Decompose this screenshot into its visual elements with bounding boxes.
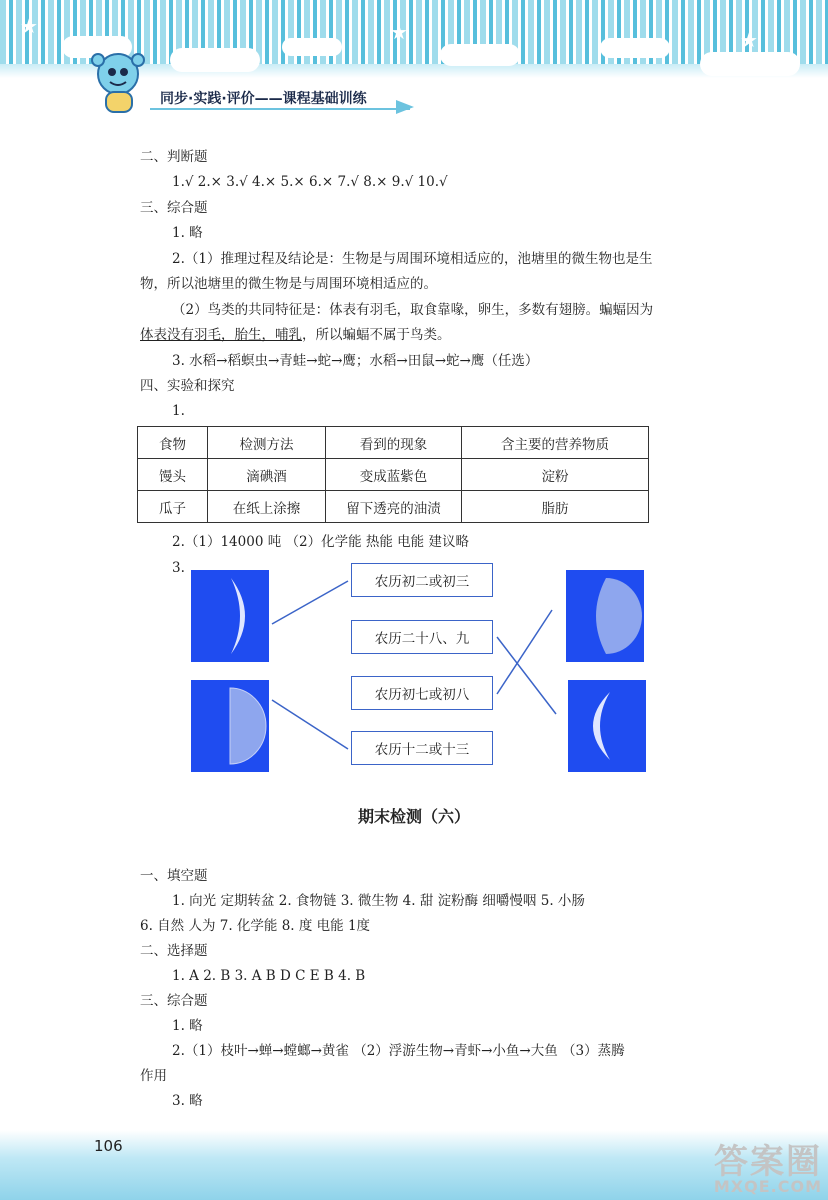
- site-watermark: [714, 1134, 822, 1196]
- answer-line: 3.: [172, 560, 185, 576]
- footer-band: [0, 1130, 828, 1200]
- answer-line: 2.（1）推理过程及结论是：生物是与周围环境相适应的，池塘里的微生物也是生: [172, 251, 653, 267]
- matching-line: [272, 700, 348, 749]
- answer-line: （2）鸟类的共同特征是：体表有羽毛，取食靠喙，卵生，多数有翅膀。蝙蝠因为: [172, 302, 654, 318]
- table-header-cell: 含主要的营养物质: [462, 427, 649, 459]
- phase-label-box: 农历十二或十三: [351, 731, 493, 765]
- table-header-cell: 检测方法: [208, 427, 326, 459]
- table-header-row: [138, 427, 649, 459]
- moon-waxing-gibbous-image: [566, 570, 644, 662]
- cloud-decoration: [170, 48, 260, 72]
- table-header-cell: 看到的现象: [326, 427, 462, 459]
- matching-line: [272, 581, 348, 624]
- answer-line: 1.: [172, 403, 185, 419]
- answer-line: 3. 水稻→稻螟虫→青蛙→蛇→鹰；水稻→田鼠→蛇→鹰（任选）: [172, 353, 539, 369]
- cloud-decoration: [600, 38, 670, 58]
- cloud-decoration: [282, 38, 342, 56]
- phase-label-box: 农历初二或初三: [351, 563, 493, 597]
- phase-label-box: 农历二十八、九: [351, 620, 493, 654]
- table-cell: 滴碘酒: [208, 459, 326, 491]
- food-test-table: [137, 426, 649, 523]
- section-heading: 一、填空题: [140, 868, 208, 884]
- watermark-domain: MXQE.COM: [713, 1177, 822, 1196]
- star-icon: ★: [390, 20, 408, 44]
- section-heading: 二、选择题: [140, 943, 208, 959]
- table-header-cell: 食物: [138, 427, 208, 459]
- table-cell: 变成蓝紫色: [326, 459, 462, 491]
- table-cell: 脂肪: [462, 491, 649, 523]
- answer-line: 3. 略: [172, 1093, 203, 1109]
- answer-line: 2.（1）枝叶→蝉→螳螂→黄雀 （2）浮游生物→青虾→小鱼→大鱼 （3）蒸腾: [172, 1043, 625, 1059]
- watermark-logo-text: 答案圈: [714, 1142, 822, 1182]
- answer-line: 物，所以池塘里的微生物是与周围环境相适应的。: [140, 276, 437, 292]
- cloud-decoration: [440, 44, 520, 66]
- table-cell: 留下透亮的油渍: [326, 491, 462, 523]
- answer-text: ，所以蝙蝠不属于鸟类。: [302, 327, 451, 343]
- answer-line: 1. A 2. B 3. A B D C E B 4. B: [172, 968, 366, 984]
- star-icon: ★: [740, 28, 758, 52]
- arrow-icon: [396, 100, 414, 114]
- moon-waxing-crescent-image: [191, 570, 269, 662]
- answer-line: 作用: [140, 1068, 167, 1084]
- underlined-text: 体表没有羽毛，胎生，哺乳: [140, 327, 302, 343]
- header-underline: [150, 108, 410, 110]
- exam-title: 期末检测（六）: [357, 807, 470, 826]
- table-cell: 瓜子: [138, 491, 208, 523]
- table-row: [138, 459, 649, 491]
- section-heading: 四、实验和探究: [140, 378, 235, 394]
- table-cell: 在纸上涂擦: [208, 491, 326, 523]
- mascot-icon: [88, 48, 150, 118]
- answer-line: 1. 向光 定期转盆 2. 食物链 3. 微生物 4. 甜 淀粉酶 细嚼慢咽 5. 小肠: [172, 893, 585, 909]
- table-cell: 馒头: [138, 459, 208, 491]
- header-title: 同步·实践·评价——课程基础训练: [160, 91, 367, 107]
- phase-label-box: 农历初七或初八: [351, 676, 493, 710]
- page-number: 106: [94, 1137, 123, 1155]
- answer-line: 1. 略: [172, 1018, 203, 1034]
- section-heading: 三、综合题: [140, 993, 208, 1009]
- judgement-answers: 1.√ 2.× 3.√ 4.× 5.× 6.× 7.√ 8.× 9.√ 10.√: [172, 174, 448, 190]
- section-heading: 二、判断题: [140, 149, 208, 165]
- answer-line: 1. 略: [172, 225, 203, 241]
- cloud-decoration: [700, 52, 800, 76]
- answer-line: 2.（1）14000 吨 （2）化学能 热能 电能 建议略: [172, 534, 469, 550]
- matching-line: [497, 610, 552, 694]
- answer-line: 6. 自然 人为 7. 化学能 8. 度 电能 1度: [140, 918, 371, 934]
- matching-line: [497, 637, 556, 714]
- answer-line: [140, 325, 451, 345]
- moon-first-quarter-image: [191, 680, 269, 772]
- star-icon: ★: [20, 14, 38, 38]
- table-row: [138, 491, 649, 523]
- table-cell: 淀粉: [462, 459, 649, 491]
- section-heading: 三、综合题: [140, 200, 208, 216]
- moon-waning-crescent-image: [568, 680, 646, 772]
